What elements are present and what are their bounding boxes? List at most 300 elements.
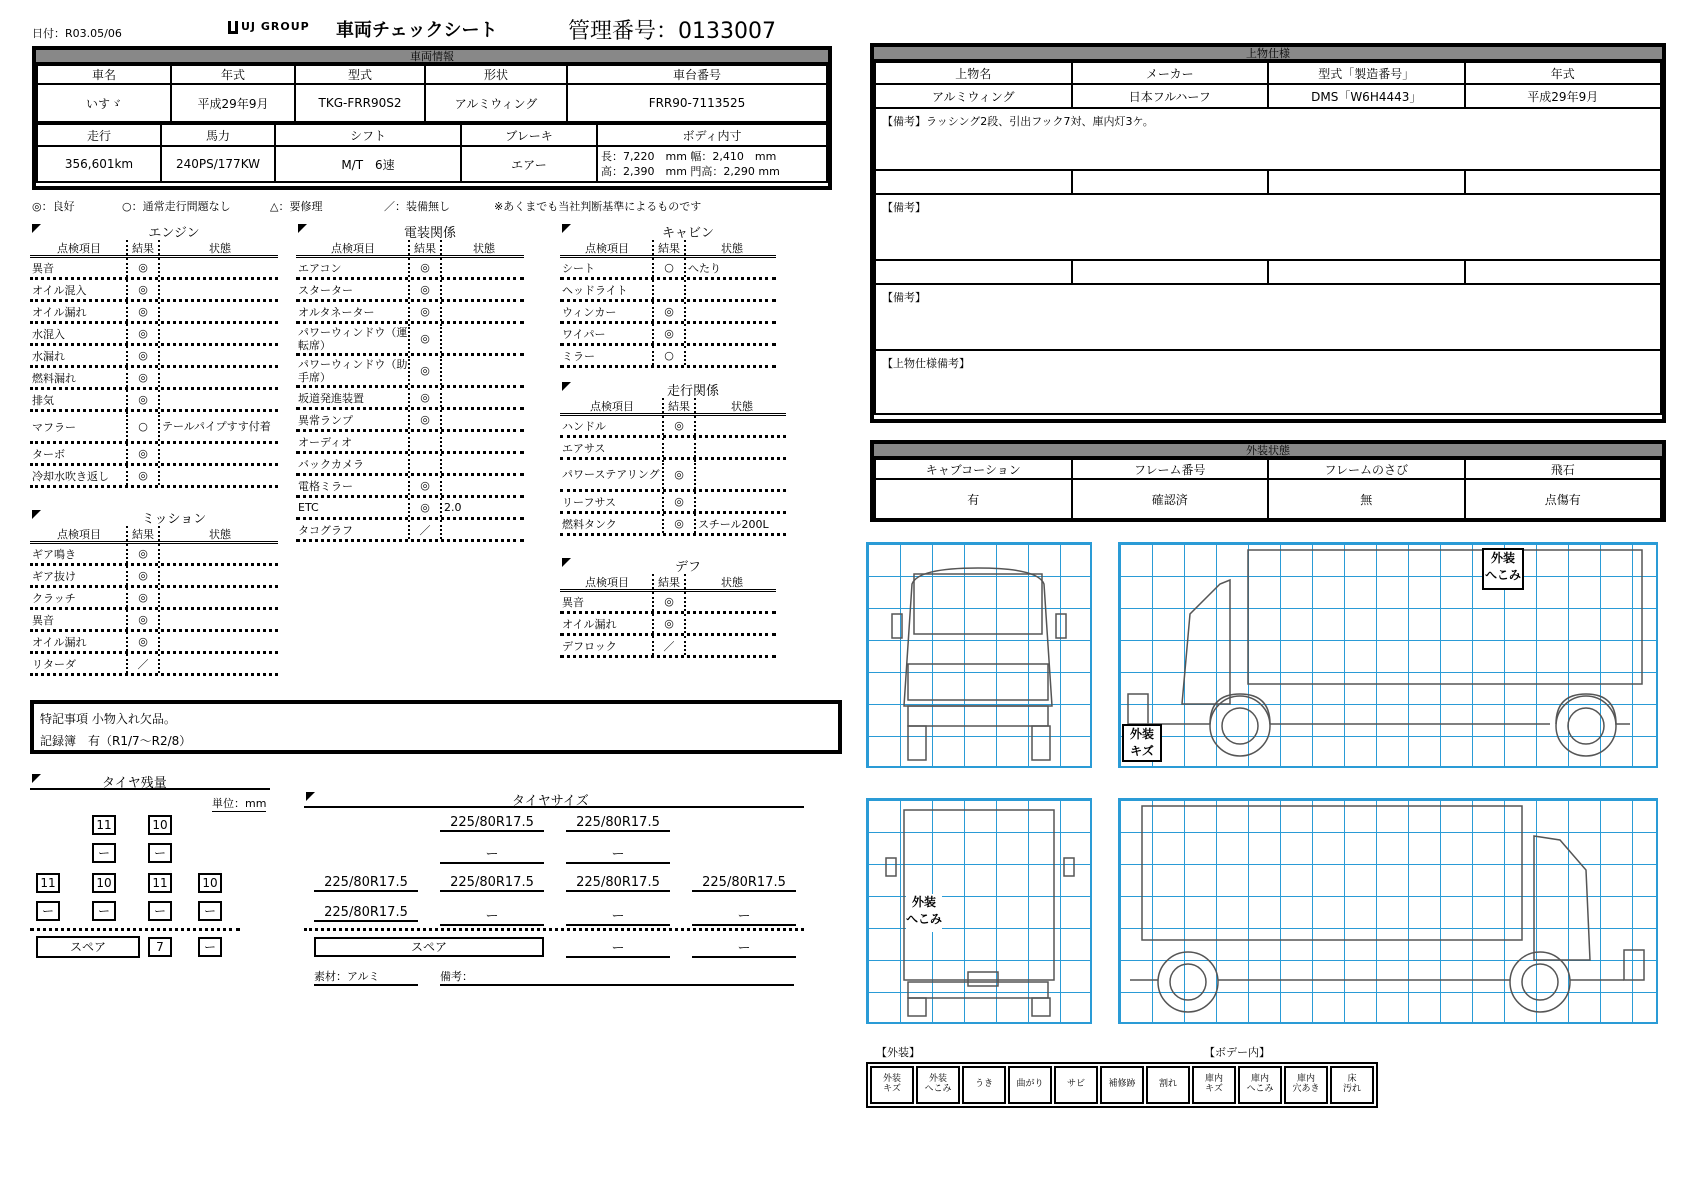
body-remark-1: 【備考】ラッシング2段、引出フック7対、庫内灯3ケ。: [875, 108, 1661, 170]
body-blank-1c: [1268, 170, 1465, 194]
item-result: [662, 438, 696, 457]
item-name: 坂道発進装置: [298, 391, 364, 405]
tire-r1: 11: [36, 873, 60, 893]
item-result: ◎: [662, 492, 696, 511]
legend: [32, 198, 701, 214]
item-result: ○: [652, 346, 686, 365]
tire-r4-inner: ー: [198, 901, 222, 921]
item-result: ◎: [652, 302, 686, 321]
check-row: [30, 390, 278, 412]
size-r3: 225/80R17.5: [566, 875, 670, 892]
check-row: [296, 410, 524, 432]
tire-remain-divider: [30, 928, 240, 931]
check-row: [30, 566, 278, 588]
col-header: 点検項目: [590, 399, 634, 413]
col-header: 状態: [209, 241, 231, 255]
check-row: [30, 324, 278, 346]
check-row: [30, 632, 278, 654]
legend-note: ※あくまでも当社判断基準によるものです: [494, 200, 702, 213]
item-name: スターター: [298, 283, 353, 297]
col-header: 結果: [126, 526, 160, 541]
check-row: [560, 416, 786, 438]
item-result: ◎: [662, 460, 696, 489]
vehicle-info: [32, 46, 832, 190]
check-row: [296, 258, 524, 280]
tire-size-title-text: タイヤサイズ: [512, 794, 589, 809]
drive-title: [560, 380, 786, 398]
body-spec-table: [874, 61, 1662, 415]
col-header: 点検項目: [57, 241, 101, 255]
head-body-dims: ボディ内寸: [597, 124, 827, 146]
item-name: パワーウィンドウ（助手席）: [298, 357, 408, 384]
head-mileage: 走行: [37, 124, 161, 146]
damage-scratch-marker: 外装 キズ: [1122, 724, 1162, 762]
item-result: ◎: [652, 324, 686, 343]
engine-section: [30, 222, 278, 488]
exterior-state: [870, 440, 1666, 522]
item-name: ハンドル: [562, 419, 606, 433]
val-name: いすゞ: [37, 84, 171, 122]
item-result: ◎: [126, 632, 160, 651]
body-remark-4: 【上物仕様備考】: [875, 350, 1661, 414]
check-row: [30, 368, 278, 390]
item-result: ◎: [126, 566, 160, 585]
key-item: 床 汚れ: [1330, 1066, 1374, 1104]
item-name: タコグラフ: [298, 523, 353, 537]
val-year: 平成29年9月: [171, 84, 295, 122]
col-header: 点検項目: [585, 241, 629, 255]
item-name: オイル混入: [32, 283, 87, 297]
diff-title-text: デフ: [674, 560, 701, 575]
check-row: [30, 588, 278, 610]
electric-title-text: 電装関係: [403, 226, 456, 241]
item-result: ◎: [126, 280, 160, 299]
legend-good: ◎：良好: [32, 200, 75, 213]
logo: [228, 20, 310, 34]
body-blank-2b: [1072, 260, 1269, 284]
logo-text: UJ GROUP: [241, 20, 310, 33]
body-val-name: アルミウィング: [875, 84, 1072, 108]
col-header: 状態: [731, 399, 753, 413]
val-shift: M/T 6速: [275, 146, 461, 182]
val-body-dims: [597, 146, 827, 182]
check-row: [30, 412, 278, 444]
item-name: ギア鳴き: [32, 547, 76, 561]
key-item: 庫内 へこみ: [1238, 1066, 1282, 1104]
check-row: [296, 280, 524, 302]
body-val-maker: 日本フルハーフ: [1072, 84, 1269, 108]
body-head-maker: メーカー: [1072, 62, 1269, 84]
head-shape: 形状: [425, 65, 567, 84]
check-row: [30, 346, 278, 368]
tire-spare: 7: [148, 937, 172, 957]
item-result: ◎: [408, 356, 442, 385]
tire-material: 素材：アルミ: [314, 968, 418, 986]
mission-title-text: ミッション: [141, 512, 207, 527]
key-exterior-label: 【外装】: [876, 1046, 920, 1059]
ext-val-frame-rust: 無: [1268, 479, 1465, 519]
item-name: ETC: [298, 501, 319, 514]
item-name: マフラー: [32, 420, 76, 434]
head-model: 型式: [295, 65, 425, 84]
page-title: 車両チェックシート: [336, 20, 498, 41]
item-name: 電格ミラー: [298, 479, 353, 493]
vehicle-table-2: [36, 123, 828, 183]
item-result: ◎: [652, 592, 686, 611]
check-row: [296, 476, 524, 498]
diff-title: [560, 556, 776, 574]
tire-r4: 10: [198, 873, 222, 893]
tire-remark: 備考：: [440, 968, 794, 986]
exterior-table: [874, 458, 1662, 520]
col-header: 状態: [209, 527, 231, 541]
key-item: 補修跡: [1100, 1066, 1144, 1104]
item-result: ○: [126, 412, 160, 441]
item-name: パワーウィンドウ（運転席）: [298, 325, 408, 352]
legend-ok: ○：通常走行問題なし: [122, 200, 231, 213]
notes-line1: 特記事項 小物入れ欠品。: [40, 712, 176, 726]
truck-left-side-diagram: [1118, 542, 1658, 768]
head-brake: ブレーキ: [461, 124, 597, 146]
body-blank-1b: [1072, 170, 1269, 194]
check-row: [560, 592, 776, 614]
tire-fr-inner: ー: [148, 843, 172, 863]
ext-head-chip: 飛石: [1465, 459, 1662, 479]
check-row: [30, 654, 278, 676]
body-dims-line2: 高：2,390 mm 門高：2,290 mm: [601, 165, 780, 178]
item-name: パワーステアリング: [562, 468, 660, 481]
legend-none: ／：装備無し: [384, 200, 450, 213]
item-result: ／: [408, 520, 442, 539]
body-head-model: 型式「製造番号」: [1268, 62, 1465, 84]
item-result: ◎: [126, 324, 160, 343]
check-row: [560, 636, 776, 658]
size-f2: 225/80R17.5: [566, 815, 670, 832]
size-r4-inner: ー: [692, 905, 796, 926]
key-item: 曲がり: [1008, 1066, 1052, 1104]
key-item: 外装 へこみ: [916, 1066, 960, 1104]
cabin-title-text: キャビン: [661, 226, 714, 241]
item-name: エアコン: [298, 261, 342, 275]
col-header: 結果: [662, 398, 696, 413]
item-name: 異音: [562, 595, 584, 609]
item-name: バックカメラ: [298, 457, 364, 471]
head-year: 年式: [171, 65, 295, 84]
item-result: ◎: [126, 610, 160, 629]
body-spec: [870, 43, 1666, 423]
item-result: ◎: [408, 388, 442, 407]
head-name: 車名: [37, 65, 171, 84]
truck-rear-diagram: [866, 798, 1092, 1024]
item-name: 冷却水吹き返し: [32, 469, 109, 483]
size-r2: 225/80R17.5: [440, 875, 544, 892]
triangle-icon: [32, 774, 41, 783]
item-name: エアサス: [562, 441, 606, 455]
drive-title-text: 走行関係: [666, 384, 719, 399]
item-name: ミラー: [562, 349, 595, 363]
val-brake: エアー: [461, 146, 597, 182]
item-name: ギア抜け: [32, 569, 76, 583]
item-status: 2.0: [444, 501, 462, 514]
check-row: [560, 258, 776, 280]
check-row: [560, 302, 776, 324]
head-power: 馬力: [161, 124, 275, 146]
item-name: 水漏れ: [32, 349, 65, 363]
tire-size-spare: スペア: [314, 937, 544, 957]
item-result: ◎: [408, 498, 442, 517]
body-blank-1a: [875, 170, 1072, 194]
electric-header: [296, 240, 524, 258]
body-val-year: 平成29年9月: [1465, 84, 1662, 108]
check-row: [560, 460, 786, 492]
body-blank-2d: [1465, 260, 1662, 284]
cabin-section: [560, 222, 776, 368]
item-name: クラッチ: [32, 591, 76, 605]
col-header: 状態: [721, 241, 743, 255]
item-name: シート: [562, 261, 595, 275]
item-result: ◎: [408, 324, 442, 353]
item-result: [652, 280, 686, 299]
item-name: 異常ランプ: [298, 413, 353, 427]
drive-section: [560, 380, 786, 536]
drive-header: [560, 398, 786, 416]
cabin-title: [560, 222, 776, 240]
item-result: ◎: [662, 514, 696, 533]
check-row: [560, 492, 786, 514]
ext-head-frame-no: フレーム番号: [1072, 459, 1269, 479]
item-result: ◎: [126, 390, 160, 409]
item-result: ◎: [126, 444, 160, 463]
col-header: 結果: [408, 240, 442, 255]
engine-header: [30, 240, 278, 258]
val-mileage: 356,601km: [37, 146, 161, 182]
check-row: [30, 258, 278, 280]
body-head-name: 上物名: [875, 62, 1072, 84]
check-row: [560, 514, 786, 536]
tire-fl: 11: [92, 815, 116, 835]
item-result: ◎: [408, 280, 442, 299]
tire-size-title: [304, 790, 804, 808]
size-r4: 225/80R17.5: [692, 875, 796, 892]
tire-r3: 11: [148, 873, 172, 893]
check-row: [296, 388, 524, 410]
item-result: ◎: [408, 302, 442, 321]
head-chassis: 車台番号: [567, 65, 827, 84]
tire-remain-title-text: タイヤ残量: [102, 776, 167, 791]
engine-title-text: エンジン: [148, 226, 200, 241]
val-power: 240PS/177KW: [161, 146, 275, 182]
item-name: 燃料漏れ: [32, 371, 76, 385]
truck-front-outline: [868, 544, 1090, 766]
item-name: ヘッドライト: [562, 283, 628, 297]
check-row: [30, 444, 278, 466]
check-row: [296, 324, 524, 356]
tire-r1-inner: ー: [36, 901, 60, 921]
body-remark-3: 【備考】: [875, 284, 1661, 350]
body-blank-2a: [875, 260, 1072, 284]
item-status: テールパイプすす付着: [162, 420, 271, 433]
item-result: ◎: [652, 614, 686, 633]
check-row: [296, 302, 524, 324]
item-name: オイル漏れ: [32, 305, 87, 319]
mission-header: [30, 526, 278, 544]
col-header: 点検項目: [585, 575, 629, 589]
check-row: [30, 466, 278, 488]
item-name: オルタネーター: [298, 305, 375, 319]
tire-r2-inner: ー: [92, 901, 116, 921]
item-result: ◎: [126, 588, 160, 607]
item-name: オーディオ: [298, 435, 353, 449]
size-r2-inner: ー: [440, 905, 544, 926]
item-status: スチール200L: [698, 517, 769, 531]
legend-repair: △：要修理: [270, 200, 323, 213]
body-blank-1d: [1465, 170, 1662, 194]
diff-section: [560, 556, 776, 658]
size-f1-inner: ー: [440, 843, 544, 864]
col-header: 点検項目: [57, 527, 101, 541]
item-name: 異音: [32, 613, 54, 627]
col-header: 点検項目: [331, 241, 375, 255]
item-result: ◎: [126, 368, 160, 387]
notes-box: [30, 700, 842, 754]
item-name: デフロック: [562, 639, 617, 653]
item-result: ／: [652, 636, 686, 655]
item-result: ◎: [408, 476, 442, 495]
diff-header: [560, 574, 776, 592]
item-name: ターボ: [32, 447, 65, 461]
col-header: 状態: [473, 241, 495, 255]
col-header: 状態: [721, 575, 743, 589]
item-name: オイル漏れ: [562, 617, 617, 631]
check-row: [296, 454, 524, 476]
damage-rear-dent-marker: 外装 へこみ: [906, 894, 942, 932]
check-row: [560, 614, 776, 636]
mission-section: [30, 508, 278, 676]
col-header: 結果: [126, 240, 160, 255]
vehicle-table-1: [36, 64, 828, 123]
item-result: ◎: [126, 544, 160, 563]
item-name: 排気: [32, 393, 54, 407]
size-r1-inner: 225/80R17.5: [314, 905, 418, 922]
body-blank-2c: [1268, 260, 1465, 284]
body-remark-2: 【備考】: [875, 194, 1661, 260]
truck-left-outline: [1120, 544, 1656, 766]
tire-unit: 単位：mm: [212, 797, 267, 810]
item-name: オイル漏れ: [32, 635, 87, 649]
check-row: [30, 302, 278, 324]
item-name: リーフサス: [562, 495, 617, 509]
key-item: 庫内 キズ: [1192, 1066, 1236, 1104]
check-row: [30, 610, 278, 632]
mission-title: [30, 508, 278, 526]
body-val-model: DMS「W6H4443」: [1268, 84, 1465, 108]
size-r1: 225/80R17.5: [314, 875, 418, 892]
key-item: 庫内 穴あき: [1284, 1066, 1328, 1104]
ext-head-caution: キャブコーション: [875, 459, 1072, 479]
spare-label: スペア: [36, 936, 140, 958]
triangle-icon: [306, 792, 315, 801]
item-name: ワイパー: [562, 327, 606, 341]
item-result: [408, 454, 442, 473]
body-head-year: 年式: [1465, 62, 1662, 84]
electric-section: [296, 222, 524, 542]
ext-val-chip: 点傷有: [1465, 479, 1662, 519]
col-header: 結果: [652, 574, 686, 589]
electric-title: [296, 222, 524, 240]
head-shift: シフト: [275, 124, 461, 146]
val-shape: アルミウィング: [425, 84, 567, 122]
key-body-label: 【ボデー内】: [1204, 1046, 1270, 1059]
vehicle-info-bar: 車両情報: [36, 50, 828, 64]
exterior-bar: 外装状態: [874, 444, 1662, 458]
item-result: ◎: [408, 410, 442, 429]
item-result: [408, 432, 442, 451]
tire-remain-title: [30, 772, 270, 790]
truck-right-side-diagram: [1118, 798, 1658, 1024]
cabin-header: [560, 240, 776, 258]
notes-line2: 記録簿 有（R1/7～R2/8）: [40, 734, 192, 748]
management-number: 管理番号：0133007: [568, 19, 776, 44]
body-dims-line1: 長：7,220 mm 幅：2,410 mm: [601, 150, 777, 163]
val-model: TKG-FRR90S2: [295, 84, 425, 122]
item-result: ◎: [126, 466, 160, 485]
item-name: 異音: [32, 261, 54, 275]
item-result: ◎: [662, 416, 696, 435]
size-r3-inner: ー: [566, 905, 670, 926]
item-result: ◎: [126, 258, 160, 277]
item-name: ウィンカー: [562, 305, 617, 319]
truck-front-diagram: [866, 542, 1092, 768]
ext-val-frame-no: 確認済: [1072, 479, 1269, 519]
item-result: ／: [126, 654, 160, 673]
check-row: [30, 544, 278, 566]
size-f1: 225/80R17.5: [440, 815, 544, 832]
check-row: [560, 438, 786, 460]
check-row: [296, 432, 524, 454]
body-spec-bar: 上物仕様: [874, 47, 1662, 61]
tire-fl-inner: ー: [92, 843, 116, 863]
val-chassis: FRR90-7113525: [567, 84, 827, 122]
check-row: [296, 520, 524, 542]
ext-head-frame-rust: フレームのさび: [1268, 459, 1465, 479]
item-result: ◎: [126, 346, 160, 365]
tire-r3-inner: ー: [148, 901, 172, 921]
item-name: リターダ: [32, 657, 76, 671]
date-label: 日付：R03.05/06: [32, 27, 122, 40]
key-item: サビ: [1054, 1066, 1098, 1104]
truck-right-outline: [1120, 800, 1656, 1022]
check-row: [30, 280, 278, 302]
size-f2-inner: ー: [566, 843, 670, 864]
tire-fr: 10: [148, 815, 172, 835]
size-spare-1: ー: [566, 937, 670, 958]
truck-rear-outline: [868, 800, 1090, 1022]
check-row: [560, 324, 776, 346]
key-legend: [866, 1062, 1378, 1108]
item-name: 水混入: [32, 327, 65, 341]
key-item: 割れ: [1146, 1066, 1190, 1104]
logo-icon: [228, 21, 238, 34]
check-row: [296, 498, 524, 520]
engine-title: [30, 222, 278, 240]
item-result: ◎: [408, 258, 442, 277]
check-row: [560, 346, 776, 368]
tire-spare-inner: ー: [198, 937, 222, 957]
size-spare-2: ー: [692, 937, 796, 958]
item-result: ◎: [126, 302, 160, 321]
tire-r2: 10: [92, 873, 116, 893]
item-name: 燃料タンク: [562, 517, 617, 531]
